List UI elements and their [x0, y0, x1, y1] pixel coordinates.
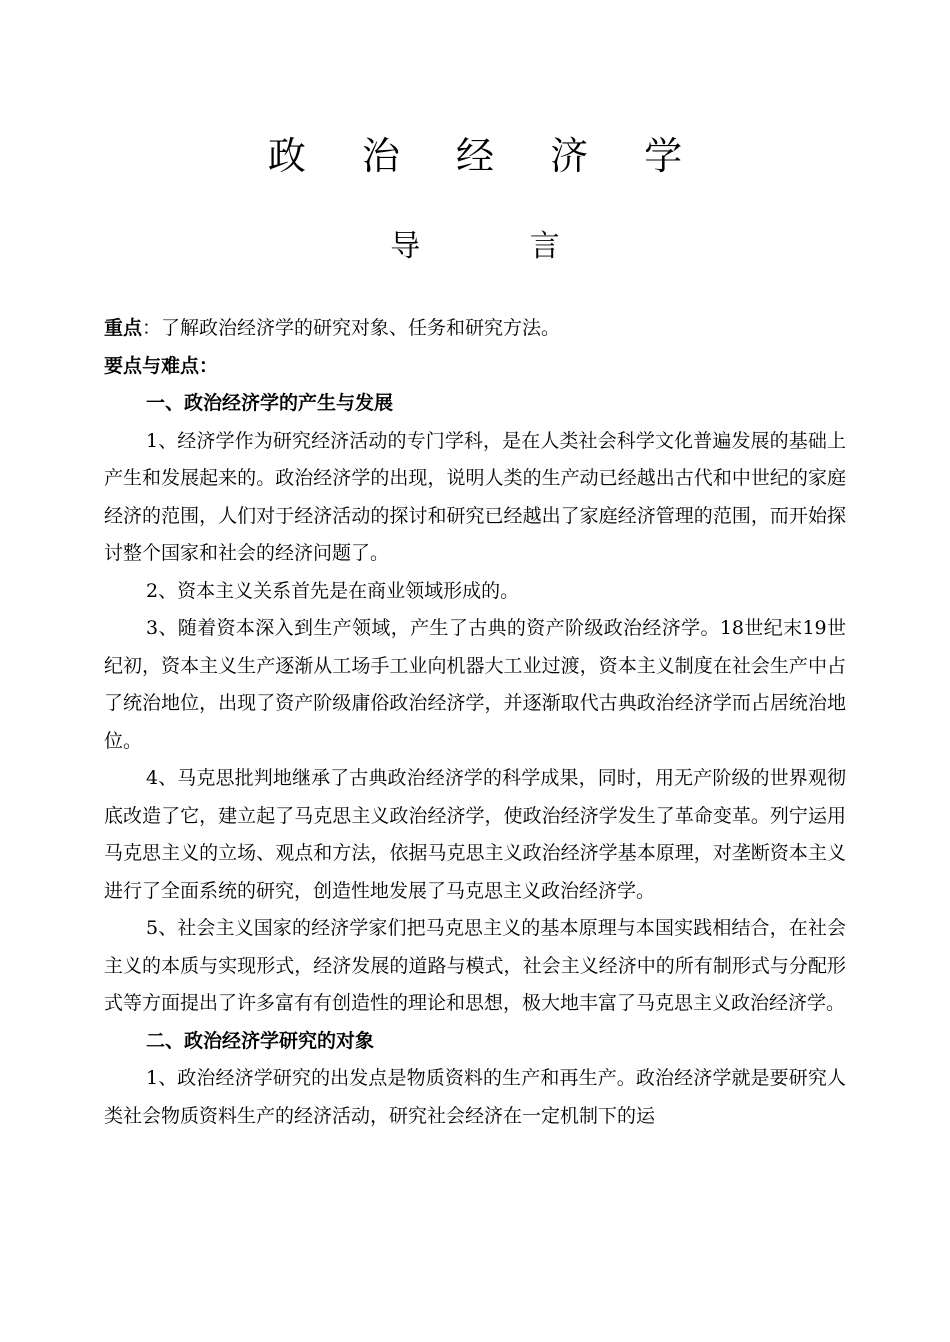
key-point-line	[104, 310, 846, 348]
document-title: 政 治 经 济 学	[267, 134, 705, 178]
paragraph: 5、社会主义国家的经济学家们把马克思主义的基本原理与本国实践相结合，在社会主义的本质与实现形式，经济发展的道路与模式，社会主义经济中的所有制形式与分配形式等方面提出了许多富有有创造性的理论和思想，极大地丰富了马克思主义政治经济学。	[104, 917, 846, 1014]
document-body	[104, 310, 846, 1135]
key-point-label: 重点	[104, 317, 143, 339]
points-label: 要点与难点：	[104, 354, 219, 377]
paragraph: 4、马克思批判地继承了古典政治经济学的科学成果，同时，用无产阶级的世界观彻底改造了它，建立起了马克思主义政治经济学，使政治经济学发生了革命变革。列宁运用马克思主义的立场、观点和方法，依据马克思主义政治经济学基本原理，对垄断资本主义进行了全面系统的研究，创造性地发展了马克思主义政治经济学。	[104, 767, 846, 902]
paragraph: 1、经济学作为研究经济活动的专门学科，是在人类社会科学文化普遍发展的基础上产生和发展起来的。政治经济学的出现，说明人类的生产动已经越出古代和中世纪的家庭经济的范围，人们对于经济活动的探讨和研究已经越出了家庭经济管理的范围，而开始探讨整个国家和社会的经济问题了。	[104, 429, 846, 564]
section-subtitle: 导 言	[390, 229, 610, 264]
paragraph: 1、政治经济学研究的出发点是物质资料的生产和再生产。政治经济学就是要研究人类社会物质资料生产的经济活动，研究社会经济在一定机制下的运	[104, 1067, 846, 1127]
paragraph: 3、随着资本深入到生产领域，产生了古典的资产阶级政治经济学。18世纪末19世纪初，资本主义生产逐渐从工场手工业向机器大工业过渡，资本主义制度在社会生产中占了统治地位，出现了资产阶级庸俗政治经济学，并逐渐取代古典政治经济学而占居统治地位。	[104, 617, 846, 752]
paragraph: 2、资本主义关系首先是在商业领域形成的。	[146, 579, 520, 602]
key-point-text: ：了解政治经济学的研究对象、任务和研究方法。	[142, 317, 561, 339]
section-heading-2: 二、政治经济学研究的对象	[146, 1029, 375, 1052]
section-heading-1: 一、政治经济学的产生与发展	[146, 392, 394, 414]
